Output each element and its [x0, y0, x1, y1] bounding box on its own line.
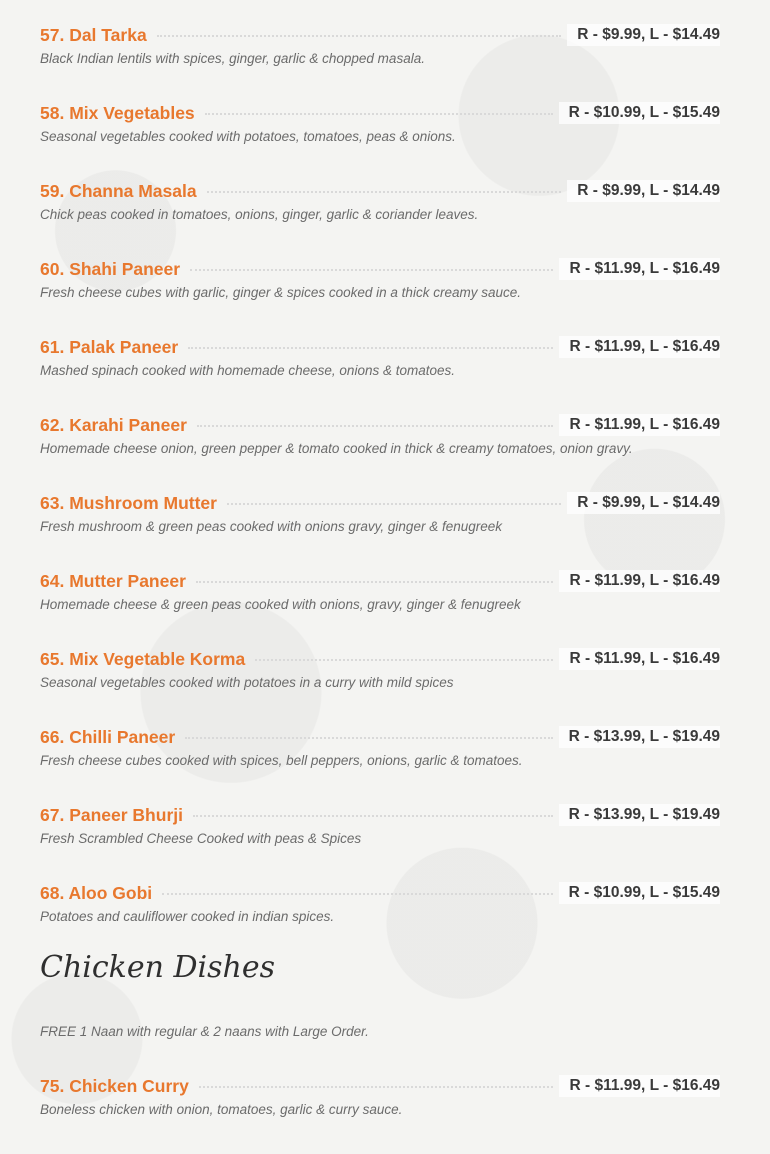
menu-item: [40, 178, 720, 238]
menu-item: [40, 412, 720, 472]
item-price: R - $9.99, L - $14.49: [567, 24, 720, 46]
item-name: 63. Mushroom Mutter: [40, 492, 217, 513]
item-name: 64. Mutter Paneer: [40, 570, 186, 591]
menu-item: [40, 100, 720, 160]
item-description: Mashed spinach cooked with homemade cheese, onions & tomatoes.: [40, 363, 455, 378]
item-name: 75. Chicken Curry: [40, 1075, 189, 1096]
dot-leader: [190, 269, 553, 271]
item-name: 68. Aloo Gobi: [40, 882, 153, 903]
item-name: 57. Dal Tarka: [40, 24, 147, 45]
dot-leader: [207, 191, 562, 193]
item-name: 62. Karahi Paneer: [40, 414, 187, 435]
menu-item: [40, 646, 720, 706]
item-description: Homemade cheese & green peas cooked with onions, gravy, ginger & fenugreek: [40, 597, 521, 612]
dot-leader: [188, 347, 553, 349]
dot-leader: [205, 113, 553, 115]
menu-item: [40, 1073, 720, 1133]
menu-item: [40, 724, 720, 784]
dot-leader: [193, 815, 553, 817]
menu-item: [40, 334, 720, 394]
menu-item: [40, 880, 720, 940]
item-price: R - $11.99, L - $16.49: [559, 258, 720, 280]
dot-leader: [199, 1086, 554, 1088]
item-price: R - $9.99, L - $14.49: [567, 180, 720, 202]
item-name: 67. Paneer Bhurji: [40, 804, 183, 825]
item-name: 60. Shahi Paneer: [40, 258, 181, 279]
item-price: R - $11.99, L - $16.49: [559, 336, 720, 358]
item-price: R - $11.99, L - $16.49: [559, 414, 720, 436]
item-description: Fresh mushroom & green peas cooked with onions gravy, ginger & fenugreek: [40, 519, 502, 534]
item-description: Seasonal vegetables cooked with potatoes in a curry with mild spices: [40, 675, 454, 690]
dot-leader: [227, 503, 561, 505]
section-note: FREE 1 Naan with regular & 2 naans with Large Order.: [40, 1024, 369, 1039]
item-description: Homemade cheese onion, green pepper & tomato cooked in thick & creamy tomatoes, onion gravy.: [40, 441, 633, 456]
item-price: R - $13.99, L - $19.49: [559, 804, 720, 826]
item-price: R - $11.99, L - $16.49: [559, 1075, 720, 1097]
menu-item: [40, 22, 720, 82]
item-price: R - $13.99, L - $19.49: [559, 726, 720, 748]
dot-leader: [185, 737, 552, 739]
section-title: Chicken Dishes: [40, 950, 275, 985]
item-name: 61. Palak Paneer: [40, 336, 179, 357]
item-description: Fresh Scrambled Cheese Cooked with peas & Spices: [40, 831, 362, 846]
menu-item: [40, 490, 720, 550]
menu-item: [40, 568, 720, 628]
menu-item: [40, 256, 720, 316]
item-description: Seasonal vegetables cooked with potatoes, tomatoes, peas & onions.: [40, 129, 456, 144]
item-price: R - $10.99, L - $15.49: [559, 102, 720, 124]
item-description: Black Indian lentils with spices, ginger, garlic & chopped masala.: [40, 51, 425, 66]
item-name: 66. Chilli Paneer: [40, 726, 176, 747]
item-price: R - $10.99, L - $15.49: [559, 882, 720, 904]
item-description: Boneless chicken with onion, tomatoes, garlic & curry sauce.: [40, 1102, 403, 1117]
item-description: Fresh cheese cubes cooked with spices, bell peppers, onions, garlic & tomatoes.: [40, 753, 523, 768]
dot-leader: [162, 893, 552, 895]
item-name: 65. Mix Vegetable Korma: [40, 648, 246, 669]
item-price: R - $11.99, L - $16.49: [559, 570, 720, 592]
item-description: Potatoes and cauliflower cooked in indian spices.: [40, 909, 335, 924]
dot-leader: [196, 581, 554, 583]
dot-leader: [157, 35, 562, 37]
item-name: 59. Channa Masala: [40, 180, 197, 201]
item-name: 58. Mix Vegetables: [40, 102, 195, 123]
item-price: R - $9.99, L - $14.49: [567, 492, 720, 514]
item-price: R - $11.99, L - $16.49: [559, 648, 720, 670]
dot-leader: [255, 659, 553, 661]
menu-item: [40, 802, 720, 862]
item-description: Fresh cheese cubes with garlic, ginger & spices cooked in a thick creamy sauce.: [40, 285, 521, 300]
dot-leader: [197, 425, 554, 427]
item-description: Chick peas cooked in tomatoes, onions, ginger, garlic & coriander leaves.: [40, 207, 479, 222]
